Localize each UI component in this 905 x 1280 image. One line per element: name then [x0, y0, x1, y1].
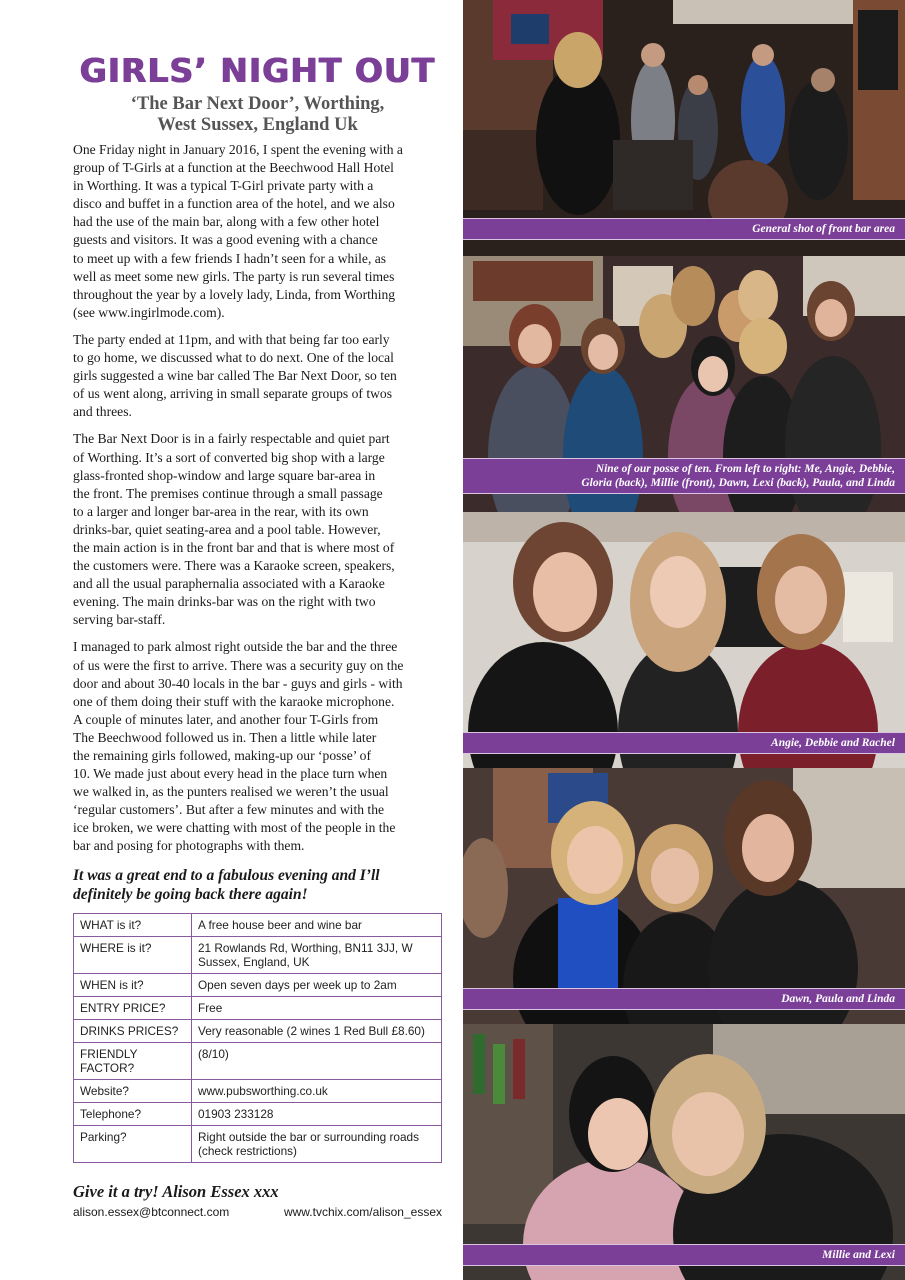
- article-column: [73, 52, 442, 1220]
- caption-line: Nine of our posse of ten. From left to right: Me, Angie, Debbie,: [595, 463, 895, 475]
- photo-group: [463, 256, 905, 512]
- info-value: Open seven days per week up to 2am: [192, 973, 442, 996]
- info-value: Right outside the bar or surrounding roads (check restrictions): [192, 1125, 442, 1162]
- paragraph-line: The party ended at 11pm, and with that being far too early: [73, 331, 390, 347]
- paragraph-line: girls suggested a wine bar called The Bar Next Door, so ten: [73, 368, 397, 384]
- paragraph-line: The Bar Next Door is in a fairly respectable and quiet part: [73, 431, 390, 447]
- paragraph-line: to a larger and longer bar-area in the rear, with its own: [73, 503, 369, 519]
- info-row: [74, 1079, 442, 1102]
- paragraph-line: guests and visitors. It was a good evening with a chance: [73, 232, 378, 248]
- info-label: Telephone?: [74, 1102, 192, 1125]
- info-value: 21 Rowlands Rd, Worthing, BN11 3JJ, W Sussex, England, UK: [192, 936, 442, 973]
- paragraph-line: One Friday night in January 2016, I spent the evening with a: [73, 142, 403, 157]
- paragraph-line: had the use of the main bar, along with a few other hotel: [73, 214, 380, 230]
- paragraph-line: group of T-Girls at a function at the Beechwood Hall Hotel: [73, 160, 394, 176]
- paragraph-line: bar and posing for photographs with them.: [73, 838, 305, 854]
- paragraph-line: the main action is in the front bar and that is where most of: [73, 539, 395, 555]
- paragraph-line: the front. The premises continue through a small passage: [73, 485, 383, 501]
- paragraph-line: throughout the year by a lovely lady, Linda, from Worthing: [73, 286, 396, 302]
- paragraph-line: in Worthing. It was a typical T-Girl private party with a: [73, 178, 374, 194]
- paragraph-line: of us were the first to arrive. There was a security guy on the: [73, 657, 404, 673]
- photo-caption: [463, 1244, 905, 1266]
- info-label: FRIENDLY FACTOR?: [74, 1042, 192, 1079]
- article-paragraph: [73, 638, 442, 855]
- paragraph-line: ‘regular customers’. But after a few minutes and with the: [73, 802, 385, 818]
- subtitle-line: ‘The Bar Next Door’, Worthing,: [130, 94, 385, 114]
- paragraph-line: the remaining girls followed, making-up our ‘posse’ of: [73, 748, 371, 763]
- paragraph-line: we walked in, as the punters realised we weren’t the usual: [73, 784, 389, 800]
- paragraph-line: drinks-bar, quiet seating-area and a pool table. However,: [73, 521, 381, 537]
- photo-caption: [463, 458, 905, 494]
- info-row: [74, 1125, 442, 1162]
- info-table: [73, 913, 442, 1163]
- info-label: Website?: [74, 1079, 192, 1102]
- info-row: [74, 996, 442, 1019]
- paragraph-line: serving bar-staff.: [73, 612, 166, 628]
- article-paragraph: [73, 141, 442, 322]
- paragraph-line: the customers were. There was a Karaoke screen, speakers,: [73, 558, 395, 574]
- highlight-line: definitely be going back there again!: [73, 885, 308, 903]
- paragraph-line: well as meet some new girls. The party is run several times: [73, 268, 395, 284]
- paragraph-line: A couple of minutes later, and another four T-Girls from: [73, 711, 379, 727]
- caption-line: General shot of front bar area: [752, 223, 895, 235]
- caption-line: Millie and Lexi: [822, 1249, 895, 1261]
- author-email[interactable]: alison.essex@btconnect.com: [73, 1204, 230, 1219]
- photo-trio-2-image: [463, 768, 905, 1024]
- photo-duo: [463, 1024, 905, 1280]
- photo-trio-1-image: [463, 512, 905, 768]
- paragraph-line: of us went along, arriving in small separate groups of twos: [73, 386, 393, 402]
- info-row: [74, 913, 442, 936]
- paragraph-line: I managed to park almost right outside the bar and the three: [73, 639, 398, 655]
- photo-caption: [463, 218, 905, 240]
- closing-highlight: [73, 866, 442, 904]
- photo-trio-1: [463, 512, 905, 768]
- info-value: www.pubsworthing.co.uk: [192, 1079, 442, 1102]
- info-row: [74, 1042, 442, 1079]
- info-value: Very reasonable (2 wines 1 Red Bull £8.60): [192, 1019, 442, 1042]
- photo-front-bar: [463, 0, 905, 256]
- info-row: [74, 1102, 442, 1125]
- signoff: Give it a try! Alison Essex xxx: [73, 1181, 279, 1201]
- paragraph-line: and all the usual paraphernalia associated with a Karaoke: [73, 576, 385, 592]
- info-value: Free: [192, 996, 442, 1019]
- photo-trio-2: [463, 768, 905, 1024]
- article-subtitle: [73, 94, 442, 136]
- article-title: GIRLS’ NIGHT OUT: [79, 51, 436, 90]
- info-label: DRINKS PRICES?: [74, 1019, 192, 1042]
- article-body: [73, 141, 442, 856]
- article-paragraph: [73, 430, 442, 629]
- info-value: A free house beer and wine bar: [192, 913, 442, 936]
- paragraph-line: and threes.: [73, 404, 132, 420]
- paragraph-line: ice broken, we were chatting with most of the people in the: [73, 820, 396, 836]
- paragraph-line: glass-fronted shop-window and large square bar-area in: [73, 467, 376, 483]
- paragraph-line: to go home, we discussed what to do next. One of the local: [73, 350, 394, 366]
- photo-caption: [463, 988, 905, 1010]
- caption-line: Dawn, Paula and Linda: [781, 993, 895, 1005]
- author-website[interactable]: www.tvchix.com/alison_essex: [283, 1204, 442, 1219]
- info-label: ENTRY PRICE?: [74, 996, 192, 1019]
- info-value: (8/10): [192, 1042, 442, 1079]
- caption-line: Gloria (back), Millie (front), Dawn, Lexi (back), Paula, and Linda: [581, 477, 895, 489]
- highlight-line: It was a great end to a fabulous evening and I’ll: [73, 866, 380, 884]
- info-label: WHERE is it?: [74, 936, 192, 973]
- info-value: 01903 233128: [192, 1102, 442, 1125]
- paragraph-line: disco and buffet in a function area of the hotel, and we also: [73, 196, 395, 212]
- paragraph-line: (see www.ingirlmode.com).: [73, 304, 225, 320]
- paragraph-line: to meet up with a few friends I hadn’t seen for a while, as: [73, 250, 387, 266]
- photo-caption: [463, 732, 905, 754]
- contact-line: [73, 1204, 442, 1220]
- info-label: Parking?: [74, 1125, 192, 1162]
- info-row: [74, 936, 442, 973]
- info-label: WHAT is it?: [74, 913, 192, 936]
- info-row: [74, 973, 442, 996]
- paragraph-line: The Beechwood followed us in. Then a little while later: [73, 729, 377, 745]
- subtitle-line: West Sussex, England Uk: [157, 115, 358, 135]
- caption-line: Angie, Debbie and Rachel: [771, 737, 895, 749]
- info-row: [74, 1019, 442, 1042]
- photo-duo-image: [463, 1024, 905, 1280]
- info-label: WHEN is it?: [74, 973, 192, 996]
- paragraph-line: door and about 30-40 locals in the bar - guys and girls - with: [73, 675, 403, 691]
- article-paragraph: [73, 331, 442, 421]
- paragraph-line: one of them doing their stuff with the karaoke microphone.: [73, 693, 395, 709]
- paragraph-line: 10. We made just about every head in the place turn when: [73, 766, 388, 782]
- paragraph-line: of Worthing. It’s a sort of converted big shop with a large: [73, 449, 385, 465]
- paragraph-line: evening. The main drinks-bar was on the right with two: [73, 594, 376, 610]
